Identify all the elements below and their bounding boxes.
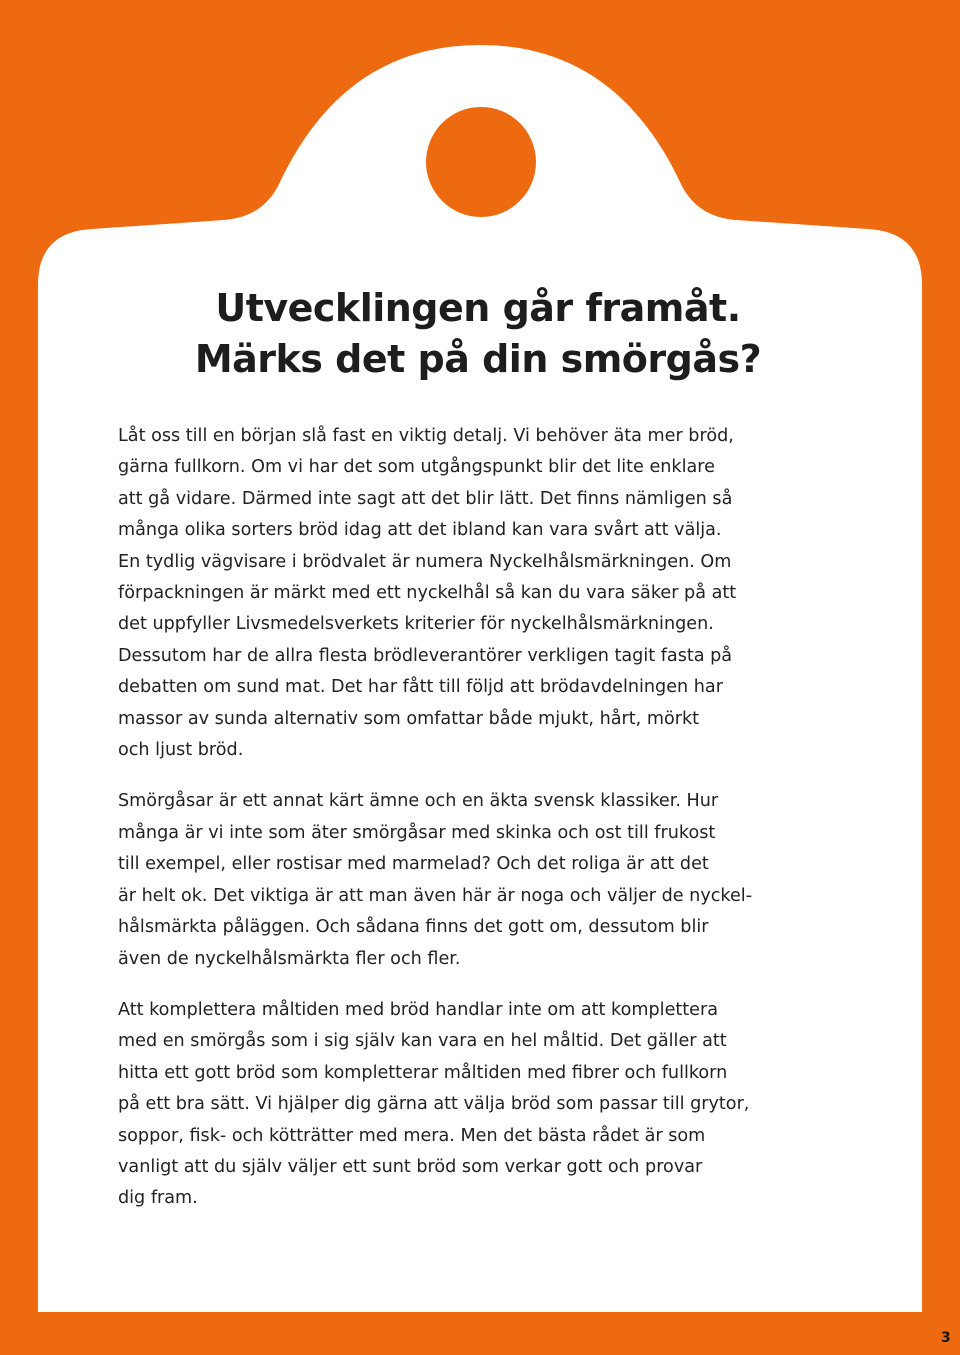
text-line: många olika sorters bröd idag att det ibland kan vara svårt att välja. bbox=[118, 520, 722, 541]
paragraph-2 bbox=[118, 786, 838, 974]
text-line: med en smörgås som i sig själv kan vara en hel måltid. Det gäller att bbox=[118, 1031, 727, 1052]
text-line: Att komplettera måltiden med bröd handlar inte om att komplettera bbox=[118, 999, 719, 1020]
text-line: förpackningen är märkt med ett nyckelhål så kan du vara säker på att bbox=[118, 583, 737, 604]
text-line: även de nyckelhålsmärkta fler och fler. bbox=[118, 948, 461, 969]
text-line: Låt oss till en början slå fast en viktig detalj. Vi behöver äta mer bröd, bbox=[118, 426, 734, 446]
article bbox=[118, 283, 838, 1235]
text-line: på ett bra sätt. Vi hjälper dig gärna att välja bröd som passar till grytor, bbox=[118, 1094, 750, 1115]
title-line-2: Märks det på din smörgås? bbox=[194, 337, 762, 381]
page-title bbox=[118, 283, 838, 385]
text-line: det uppfyller Livsmedelsverkets kriterier för nyckelhålsmärkningen. bbox=[118, 614, 714, 635]
text-line: massor av sunda alternativ som omfattar både mjukt, hårt, mörkt bbox=[118, 708, 700, 729]
text-line: En tydlig vägvisare i brödvalet är numera Nyckelhålsmärkningen. Om bbox=[118, 551, 732, 572]
text-line: till exempel, eller rostisar med marmelad? Och det roliga är att det bbox=[118, 854, 709, 875]
text-line: och ljust bröd. bbox=[118, 740, 244, 761]
title-line-1: Utvecklingen går framåt. bbox=[215, 286, 741, 330]
paragraph-3 bbox=[118, 995, 838, 1215]
paragraph-1 bbox=[118, 421, 838, 766]
hang-hole bbox=[426, 107, 536, 217]
text-line: dig fram. bbox=[118, 1188, 198, 1209]
text-line: Smörgåsar är ett annat kärt ämne och en äkta svensk klassiker. Hur bbox=[118, 791, 719, 812]
text-line: många är vi inte som äter smörgåsar med skinka och ost till frukost bbox=[118, 822, 716, 843]
text-line: hålsmärkta påläggen. Och sådana finns det gott om, dessutom blir bbox=[118, 917, 709, 938]
text-line: soppor, fisk- och kötträtter med mera. Men det bästa rådet är som bbox=[118, 1125, 706, 1146]
text-line: är helt ok. Det viktiga är att man även här är noga och väljer de nyckel- bbox=[118, 885, 753, 906]
text-line: att gå vidare. Därmed inte sagt att det blir lätt. Det finns nämligen så bbox=[118, 488, 733, 509]
text-line: vanligt att du själv väljer ett sunt bröd som verkar gott och provar bbox=[118, 1156, 703, 1177]
text-line: Dessutom har de allra flesta brödleverantörer verkligen tagit fasta på bbox=[118, 645, 733, 666]
page-number: 3 bbox=[941, 1330, 951, 1346]
text-line: debatten om sund mat. Det har fått till följd att brödavdelningen har bbox=[118, 677, 723, 698]
text-line: hitta ett gott bröd som kompletterar måltiden med fibrer och fullkorn bbox=[118, 1062, 728, 1083]
text-line: gärna fullkorn. Om vi har det som utgångspunkt blir det lite enklare bbox=[118, 457, 715, 478]
